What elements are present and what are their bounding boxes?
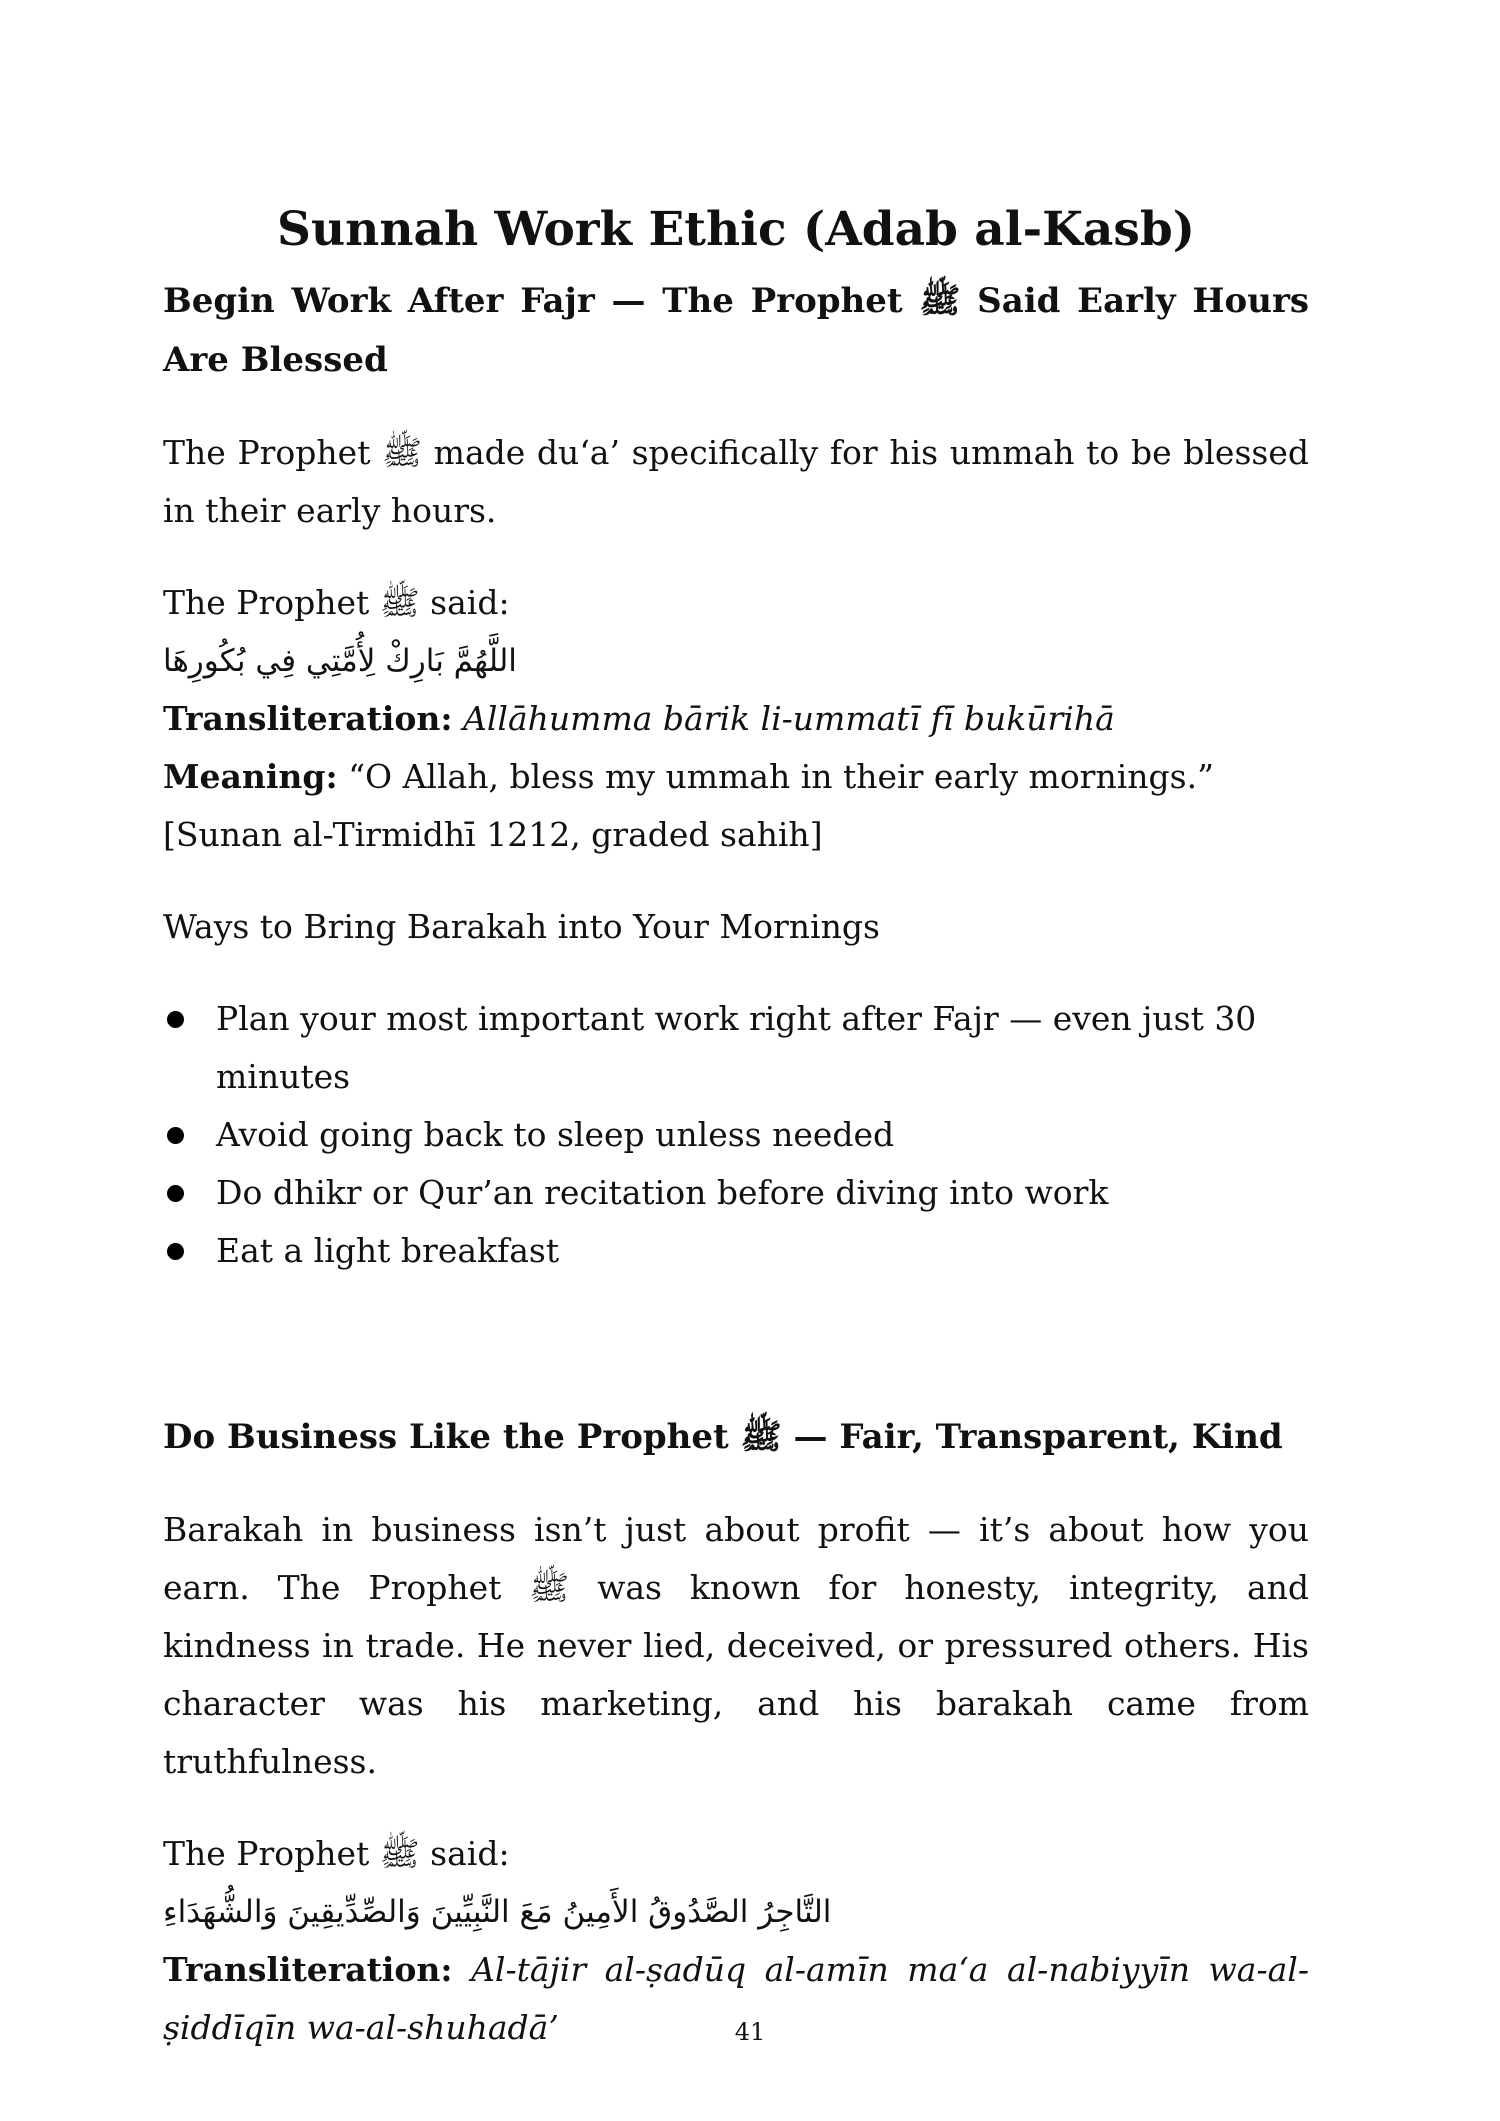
transliteration-label: Transliteration: [163,699,453,738]
spacer [163,864,1309,898]
section-heading-fajr: Begin Work After Fajr — The Prophet ﷺ Said Early Hours Are Blessed [163,281,1309,380]
transliteration-line [163,690,1309,748]
spacer [163,1467,1309,1501]
list-title: Ways to Bring Barakah into Your Mornings [163,907,880,946]
transliteration-label: Transliteration: [163,1950,453,1989]
list-item: Eat a light breakfast [163,1222,1309,1280]
transliteration-text: Allāhumma bārik li-ummatī fī bukūrihā [463,699,1115,738]
prophet-said-line: The Prophet ﷺ said: [163,583,510,622]
spacer [163,956,1309,990]
arabic-hadith-text [163,632,1309,690]
arabic-text: التَّاجِرُ الصَّدُوقُ الأَمِينُ مَعَ النَّبِيِّينَ وَالصِّدِّيقِينَ وَالشُّهَدَاءِ [163,1894,832,1930]
prophet-said-line: The Prophet ﷺ said: [163,1834,510,1873]
transliteration-text: Al-tājir al-ṣadūq al-amīn ma‘a al-nabiyyīn wa-al-ṣiddīqīn wa-al-shuhadā’ [163,1950,1309,2047]
spacer [163,390,1309,424]
page-number: 41 [734,2018,766,2046]
page-title: Sunnah Work Ethic (Adab al-Kasb) [277,202,1195,257]
spacer [163,540,1309,574]
document-page [163,180,1309,2057]
arabic-hadith-text [163,1883,1309,1941]
list-item: Plan your most important work right after Fajr — even just 30 minutes [163,990,1309,1106]
spacer [163,1791,1309,1825]
paragraph-business: Barakah in business isn’t just about profit — it’s about how you earn. The Prophet ﷺ was known for honesty, integrity, and kindness in trade. He never lied, deceived, or pressured others. His character was his marketing, and his barakah came from truthfulness. [163,1510,1309,1781]
section-heading-business: Do Business Like the Prophet ﷺ — Fair, Transparent, Kind [163,1417,1283,1457]
meaning-line [163,748,1309,806]
meaning-text: “O Allah, bless my ummah in their early mornings.” [348,757,1214,796]
paragraph-dua: The Prophet ﷺ made du‘a’ specifically for his ummah to be blessed in their early hours. [163,433,1309,530]
section-spacer [163,1280,1309,1408]
list-item: Do dhikr or Qur’an recitation before diving into work [163,1164,1309,1222]
meaning-label: Meaning: [163,757,338,796]
arabic-text: اللَّهُمَّ بَارِكْ لِأُمَّتِي فِي بُكُورِهَا [163,643,517,679]
barakah-bullet-list [163,990,1309,1280]
list-item: Avoid going back to sleep unless needed [163,1106,1309,1164]
hadith-source: [Sunan al-Tirmidhī 1212, graded sahih] [163,815,823,854]
